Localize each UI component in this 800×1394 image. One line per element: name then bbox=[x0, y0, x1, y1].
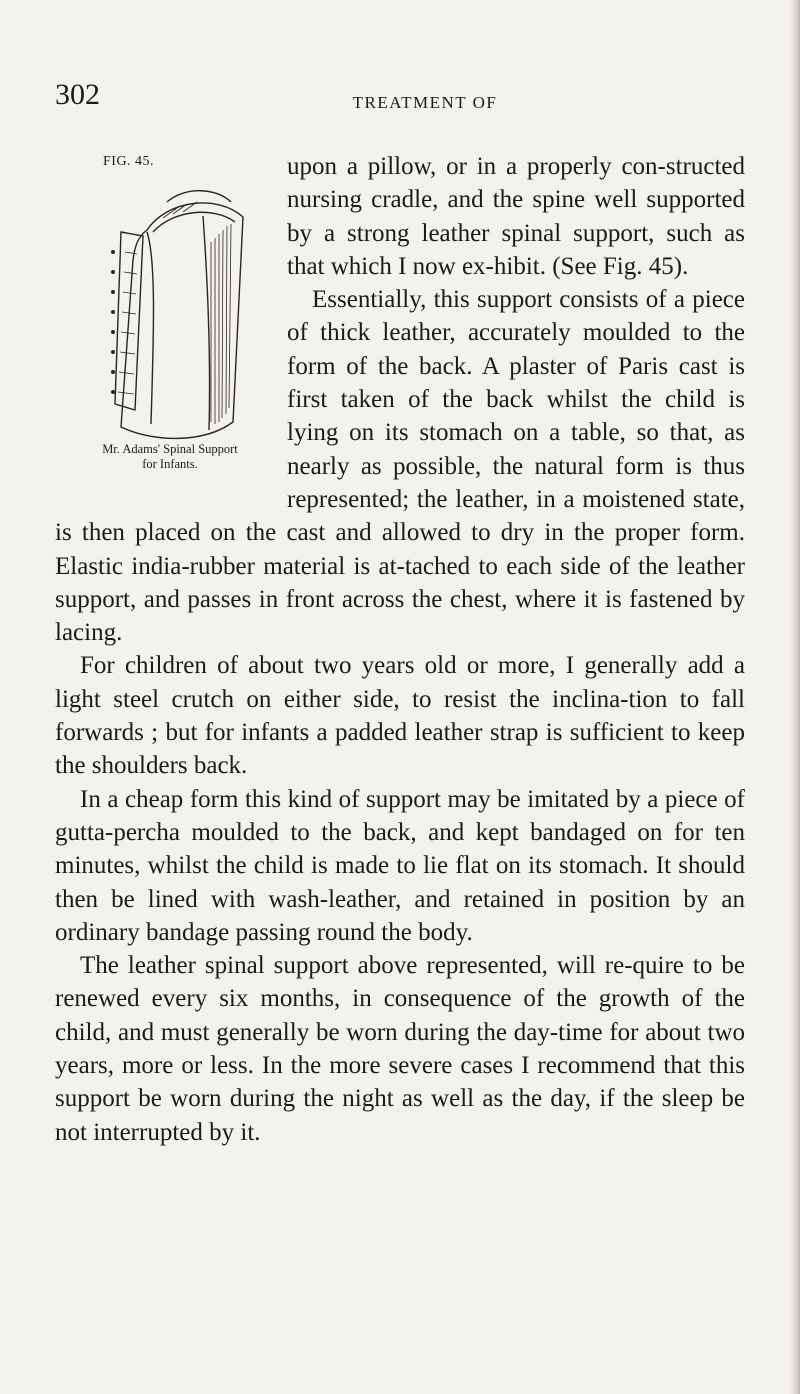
paragraph: Essentially, this support consists of a piece of thick leather, accurately moulded to the form of the back. A plaster of Paris cast is first taken of the back whilst the child is lying on its stomach on a table, so that, as nearly as possible, the natural form is thus represented; the leather, in a moistened state, is then placed on the cast and allowed to dry in the proper form. Elastic india-rubber material is at-tached to each side of the leather support, and passes in front across the chest, where it is fastened by lacing. bbox=[55, 286, 745, 647]
paragraph: upon a pillow, or in a properly con-structed nursing cradle, and the spine well supported by a strong leather spinal support, such as that which I now ex-hibit. (See Fig. 45). bbox=[287, 153, 745, 280]
figure-caption-line: for Infants. bbox=[142, 457, 198, 471]
body-text bbox=[55, 150, 745, 1149]
paragraph: The leather spinal support above represented, will re-quire to be renewed every six months, in consequence of the growth of the child, and must generally be worn during the day-time for about two years, more or less. In the more severe cases I recommend that this support be worn during the night as well as the day, if the sleep be not interrupted by it. bbox=[55, 952, 745, 1146]
paragraph: In a cheap form this kind of support may be imitated by a piece of gutta-percha moulded to the back, and kept bandaged on for ten minutes, whilst the child is made to lie flat on its stomach. It should then be lined with wash-leather, and retained in position by an ordinary bandage passing round the body. bbox=[55, 785, 745, 946]
running-head: TREATMENT OF bbox=[352, 93, 498, 112]
paragraph: For children of about two years old or more, I generally add a light steel crutch on either side, to resist the inclina-tion to fall forwards ; but for infants a padded leather strap is sufficient to keep the shoulders back. bbox=[55, 652, 745, 780]
page-header bbox=[55, 78, 745, 128]
page-number: 302 bbox=[55, 78, 100, 111]
figure-caption-line: Mr. Adams' Spinal Support bbox=[102, 442, 238, 456]
page-edge bbox=[790, 0, 800, 1394]
figure-label: FIG. 45. bbox=[103, 154, 155, 169]
figure-spacer bbox=[55, 150, 287, 483]
